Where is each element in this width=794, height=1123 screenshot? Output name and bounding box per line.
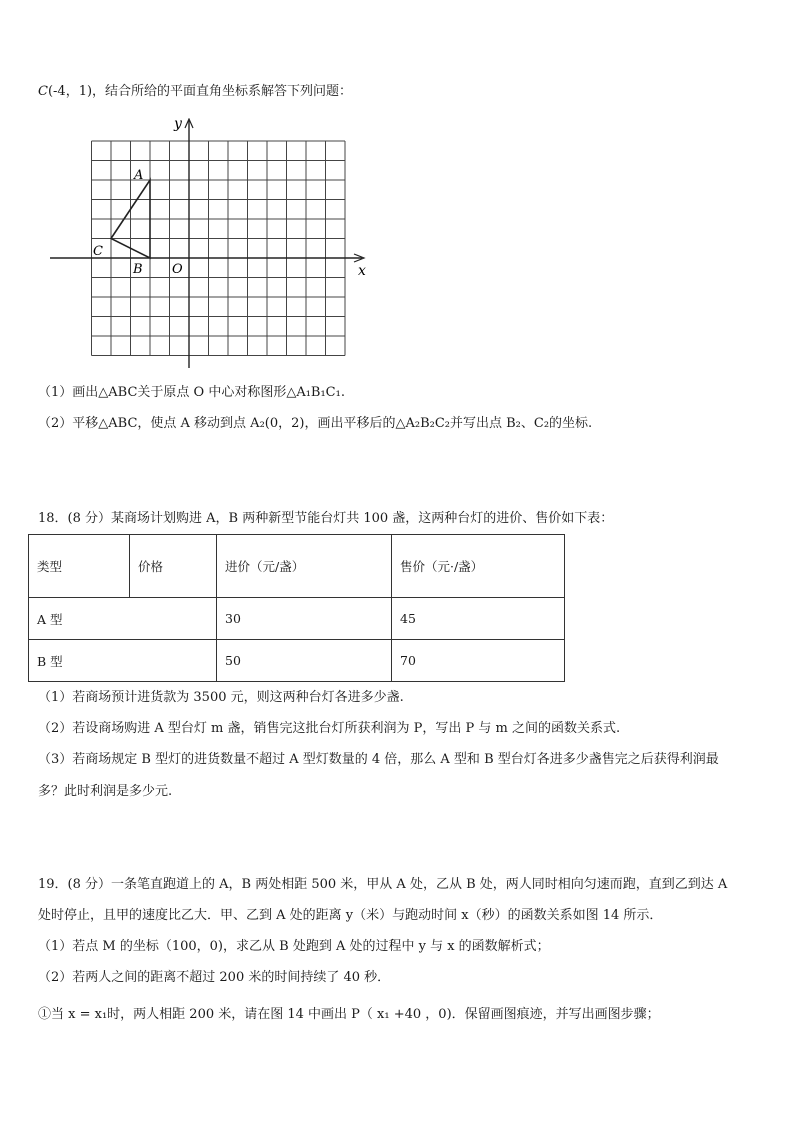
row-a-sale: 45 (392, 598, 565, 640)
q19-part1: （1）若点 M 的坐标（100，0)，求乙从 B 处跑到 A 处的过程中 y 与 x 的函数解析式； (38, 939, 550, 954)
row-b-type: B 型 (29, 640, 217, 682)
q19-heading-line2: 处时停止，且甲的速度比乙大．甲、乙到 A 处的距离 y（米）与跑动时间 x（秒）的函数关系如图 14 所示． (38, 908, 663, 923)
q17-intro-c: C (38, 84, 48, 99)
header-price: 价格 (130, 535, 217, 598)
header-sale: 售价（元·/盏） (392, 535, 565, 598)
row-b-cost: 50 (217, 640, 392, 682)
coordinate-grid-figure (44, 118, 374, 368)
q19-heading-line1: 19．(8 分）一条笔直跑道上的 A，B 两处相距 500 米，甲从 A 处，乙从 B 处，两人同时相向匀速而跑，直到乙到达 A (38, 877, 728, 892)
origin-label: O (172, 262, 183, 277)
q19-part3: ①当 x = x₁时，两人相距 200 米，请在图 14 中画出 P（ x₁ +40 ，0)．保留画图痕迹，并写出画图步骤； (38, 1007, 660, 1022)
point-c-label: C (93, 244, 103, 259)
q17-intro (38, 83, 352, 101)
table-row (29, 640, 565, 682)
q18-part3-line1: （3）若商场规定 B 型灯的进货数量不超过 A 型灯数量的 4 倍，那么 A 型和 B 型台灯各进多少盏售完之后获得利润最 (38, 752, 719, 767)
point-a-label: A (134, 168, 144, 183)
row-a-type: A 型 (29, 598, 217, 640)
table-header-row (29, 535, 565, 598)
q17-intro-text: (-4，1)，结合所给的平面直角坐标系解答下列问题： (47, 84, 353, 99)
header-type: 类型 (29, 535, 130, 598)
y-axis-label: y (174, 118, 182, 132)
row-b-sale: 70 (392, 640, 565, 682)
q17-part1: （1）画出△ABC关于原点 O 中心对称图形△A₁B₁C₁. (38, 385, 345, 400)
q18-part1: （1）若商场预计进货款为 3500 元，则这两种台灯各进多少盏. (38, 690, 404, 705)
q17-part2: （2）平移△ABC，使点 A 移动到点 A₂(0，2)，画出平移后的△A₂B₂C₂并写出点 B₂、C₂的坐标. (38, 416, 593, 431)
q18-part3-line2: 多？此时利润是多少元. (38, 784, 173, 799)
q18-part2: （2）若设商场购进 A 型台灯 m 盏，销售完这批台灯所获利润为 P，写出 P 与 m 之间的函数关系式. (38, 721, 621, 736)
point-b-label: B (133, 262, 143, 277)
price-table (28, 534, 565, 682)
row-a-cost: 30 (217, 598, 392, 640)
table-row (29, 598, 565, 640)
header-cost: 进价（元/盏） (217, 535, 392, 598)
x-axis-label: x (358, 263, 366, 279)
q18-heading: 18．(8 分）某商场计划购进 A，B 两种新型节能台灯共 100 盏，这两种台灯的进价、售价如下表： (38, 511, 614, 526)
q19-part2: （2）若两人之间的距离不超过 200 米的时间持续了 40 秒． (38, 970, 391, 985)
